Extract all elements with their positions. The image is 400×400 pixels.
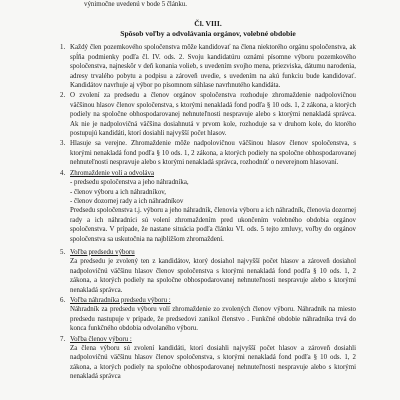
- paragraph-6: [60, 296, 356, 334]
- paragraph-text: Za člena výboru sú zvolení kandidáti, ktorí dosiahli najvyšší počet hlasov a zároveň dosiahli nadpolovičnú väčšinu hlasov členov spoločenstva, s ktorými nenakladá fond podľa § 10 ods. 1, 2 zákona, a ktorých podiely na spoločne obhospodarovanej nehnuteľnosti nespravuje alebo s ktorými nenakladá správca: [70, 345, 356, 381]
- list-item: - predsedu spoločenstva a jeho náhradníka,: [70, 179, 189, 187]
- paragraph-5: [60, 248, 356, 295]
- paragraph-7: [60, 335, 356, 382]
- paragraph-2: [60, 91, 356, 138]
- paragraph-heading: Voľba členov výboru :: [70, 335, 132, 343]
- paragraph-text: Predsedu spoločenstva t.j. výboru a jeho náhradník, členovia výboru a ich náhradník, členovia dozornej rady a ich náhradníci sú volení zhromaždením pred ukončením volebného obdobia orgánov spoločenstva. V prípade, že nastane situácia podľa článku VI. ods. 5 tejto zmluvy, voľby do orgánov spoločenstva sa uskutočnia na najbližšom zhromaždení.: [70, 207, 356, 243]
- paragraph-number: 7.: [60, 335, 66, 343]
- paragraph-heading: Voľba predsedu výboru: [70, 248, 135, 256]
- paragraph-heading: Zhromaždenie volí a odvoláva: [70, 169, 154, 177]
- paragraph-number: 1.: [60, 44, 66, 52]
- paragraph-text: Náhradník za predsedu výboru volí zhromaždenie zo zvolených členov výboru. Náhradník na miesto predsedu nastupuje v prípade, že predsedovi zanikol členstvo . Funkčné obdobie náhradníka trvá do konca funkčného obdobia odvolaného výboru.: [70, 306, 356, 333]
- paragraph-4: [60, 169, 356, 244]
- paragraph-heading: Voľba náhradníka predsedu výboru :: [70, 296, 171, 304]
- document-body: [60, 0, 356, 382]
- list-item: - členov dozornej rady a ich náhradníkov: [70, 197, 184, 205]
- paragraph-1: [60, 43, 356, 90]
- chapter-title: Spôsob voľby a odvolávania orgánov, volebné obdobie: [120, 29, 296, 39]
- paragraph-text: Každý člen pozemkového spoločenstva môže kandidovať na člena niektorého orgánu spoločenstva, ak spĺňa podmienky podľa čl. IV. ods. 2. Svoju kandidatúru oznámi písomne výboru pozemkového spoločenstva, najneskôr v deň konania volieb, s uvedením svojho mena, priezviska, dátumu narodenia, adresy trvalého pobytu a podpisu a zároveň uvedie, s uvedením na akú funkciu bude kandidovať. Kandidátov navrhuje aj výbor po písomnom súhlase navrhnutého kandidáta.: [70, 44, 356, 90]
- paragraph-3: [60, 139, 356, 167]
- paragraph-number: 6.: [60, 296, 66, 304]
- paragraph-number: 2.: [60, 92, 66, 100]
- paragraph-text: Za predsedu je zvolený ten z kandidátov, ktorý dosiahol najvyšší počet hlasov a zároveň dosiahol nadpolovičnú väčšinu hlasov členov spoločenstva s ktorými nenakladá fond podľa § 10 ods. 1, 2 zákona, a ktorých podiely na spoločne obhospodarovanej nehnuteľnosti nespravuje alebo s ktorými nenakladá správca.: [70, 258, 356, 294]
- paragraph-number: 5.: [60, 248, 66, 256]
- carry-over-line: výnimočne uvedenú v bode 5 článku.: [84, 1, 187, 8]
- chapter-number: Čl. VIII.: [194, 19, 222, 29]
- paragraph-text: O zvolení za predsedu a členov orgánov spoločenstva rozhoduje zhromaždenie nadpolovičnou väčšinou hlasov členov spoločenstva, s ktorými nenakladá fond podľa § 10 ods. 1, 2 zákona, a ktorých podiely na spoločne obhospodarovanej nehnuteľnosti nespravuje alebo s ktorými nenakladá správca. Ak nie je nadpolovičná väčšina dosiahnutá v prvom kole, rozhoduje sa v druhom kole, do ktorého postupujú kandidáti, ktorí dosiahli najvyšší počet hlasov.: [70, 92, 356, 138]
- paragraph-text: Hlasuje sa verejne. Zhromaždenie môže nadpolovičnou väčšinou hlasov členov spoločenstva, s ktorými nenakladá fond podľa § 10 ods. 1, 2 zákona, a ktorých podiely na spoločne obhospodarovanej nehnuteľnosti nespravuje alebo s ktorými nenakladá správca, rozhodnúť o neverejnom hlasovaní.: [70, 140, 356, 167]
- list-item: - členov výboru a ich náhradníkov,: [70, 188, 166, 196]
- paragraph-number: 3.: [60, 140, 66, 148]
- paragraph-number: 4.: [60, 169, 66, 177]
